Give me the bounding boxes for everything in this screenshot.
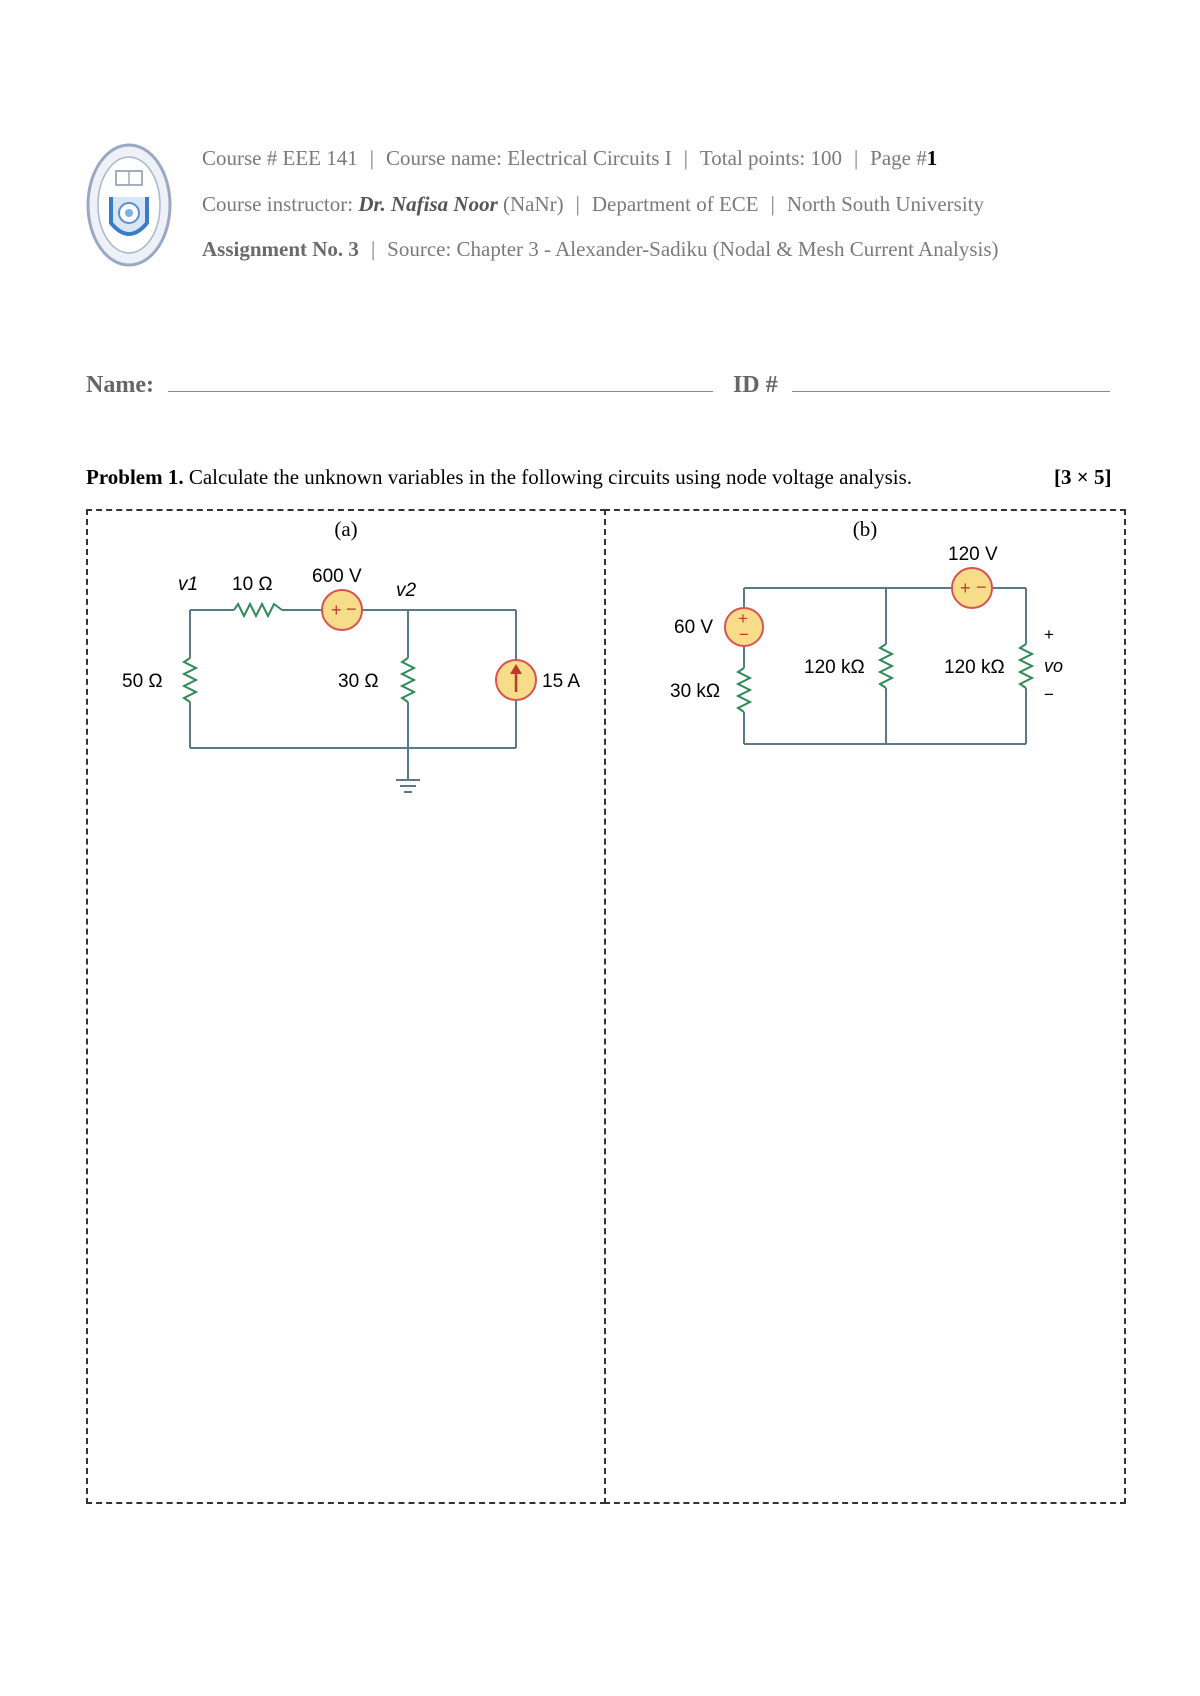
circuit-a-diagram [110, 560, 600, 800]
name-field[interactable] [168, 385, 713, 392]
voltage-source-120v [952, 568, 992, 608]
svg-text:+: + [960, 578, 971, 598]
course-number: Course # EEE 141 [202, 146, 358, 170]
r-mid-label: 120 kΩ [804, 657, 865, 678]
separator: | [370, 237, 376, 261]
circuit-b-diagram [660, 540, 1090, 760]
instructor-prefix: Course instructor: [202, 192, 354, 216]
problem-marks: [3 × 5] [1054, 465, 1112, 489]
resistor-30k [738, 668, 750, 712]
box-label-a: (a) [334, 517, 358, 541]
problem-number: Problem 1. [86, 465, 184, 489]
resistor-10-ohm [234, 604, 282, 616]
problem-text: Calculate the unknown variables in the following circuits using node voltage analysis. [188, 465, 913, 489]
separator: | [853, 146, 859, 170]
vo-plus: + [1044, 625, 1054, 644]
problem-statement [86, 465, 912, 490]
course-name: Course name: Electrical Circuits I [385, 146, 672, 170]
instructor-initials: (NaNr) [503, 192, 564, 216]
resistor-120k-mid [880, 644, 892, 688]
vo-minus: − [1044, 685, 1054, 704]
resistor-50-ohm [184, 658, 196, 702]
separator: | [770, 192, 775, 216]
page-number: 1 [926, 146, 938, 170]
svg-text:−: − [976, 577, 987, 597]
id-field[interactable] [792, 385, 1110, 392]
r-right-label: 120 kΩ [944, 657, 1005, 678]
separator: | [575, 192, 580, 216]
svg-text:−: − [739, 625, 749, 644]
resistor-30-ohm [402, 658, 414, 702]
header-line-3 [202, 237, 999, 262]
id-label: ID # [732, 372, 778, 398]
node-v2-label: v2 [396, 580, 417, 601]
vo-label: vo [1044, 656, 1064, 676]
voltage-source-600v [322, 590, 362, 630]
current-source-15a [496, 660, 536, 700]
svg-text:+: + [738, 609, 748, 628]
student-info-line [86, 372, 1110, 399]
university: North South University [786, 192, 985, 216]
svg-text:+: + [331, 600, 342, 620]
source: Source: Chapter 3 - Alexander-Sadiku (Nodal & Mesh Current Analysis) [387, 237, 999, 261]
i-source-label: 15 A [542, 671, 581, 692]
v-top-label: 120 V [948, 544, 998, 565]
node-v1-label: v1 [178, 574, 199, 595]
resistor-120k-right [1020, 644, 1032, 688]
v-source-label: 600 V [312, 566, 362, 587]
voltage-source-60v [725, 608, 763, 646]
v-left-label: 60 V [674, 617, 714, 638]
separator: | [369, 146, 374, 170]
r-mid-label: 30 Ω [338, 671, 379, 692]
department: Department of ECE [591, 192, 759, 216]
r-series-label: 10 Ω [232, 574, 273, 595]
instructor-name: Dr. Nafisa Noor [358, 192, 498, 216]
box-label-b: (b) [852, 517, 878, 541]
university-logo [86, 141, 172, 269]
total-points: Total points: 100 [699, 146, 842, 170]
header-line-1 [202, 146, 937, 171]
r-left-label: 50 Ω [122, 671, 163, 692]
r-left-label: 30 kΩ [670, 681, 721, 702]
name-label: Name: [86, 372, 154, 398]
page-prefix: Page # [870, 146, 927, 170]
separator: | [683, 146, 688, 170]
svg-text:−: − [346, 599, 357, 619]
assignment-number: Assignment No. 3 [202, 237, 359, 261]
header-line-2 [202, 192, 984, 217]
